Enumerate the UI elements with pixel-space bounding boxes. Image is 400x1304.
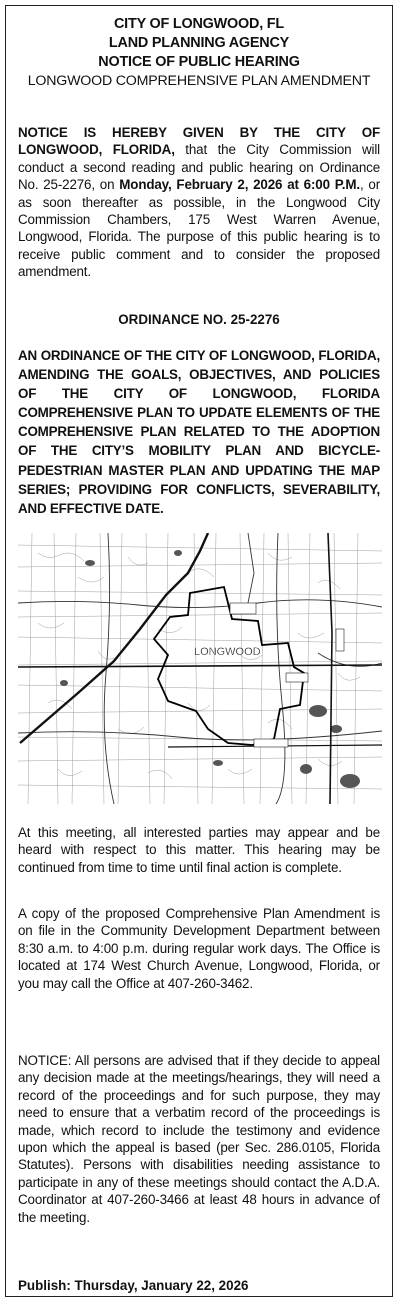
- header-city: CITY OF LONGWOOD, FL: [113, 16, 284, 32]
- notice-body: [18, 6, 381, 1293]
- header-notice-type: NOTICE OF PUBLIC HEARING: [98, 54, 300, 70]
- intro-lead: NOTICE IS HEREBY GIVEN BY THE CITY OF LONGWOOD, FLORIDA,: [18, 125, 380, 158]
- hearing-date: Monday, February 2, 2026 at 6:00 P.M.: [119, 177, 360, 193]
- legal-notice: [5, 5, 393, 1297]
- intro-paragraph: [18, 124, 380, 281]
- notice-header: [18, 15, 380, 91]
- intro-text-a: that the City Commission will conduct a second reading and public hearing on Ordinance No. 25-2276, on: [18, 142, 380, 193]
- city-map: [18, 533, 382, 804]
- header-subject: LONGWOOD COMPREHENSIVE PLAN AMENDMENT: [27, 73, 371, 89]
- ordinance-number: ORDINANCE NO. 25-2276: [118, 312, 280, 327]
- ada-notice-paragraph: NOTICE: All persons are advised that if they decide to appeal any decision made at the meetings/hearings, they will need a record of the proceedings and for such purpose, they may need to ensure that a verbatim record of the proceedings is made, which record to include the testimony and evidence upon which the appeal is based (per Sec. 286.0105, Florida Statutes). Persons with disabilities needing assistance to participate in any of these meetings should contact the A.D.A. Coordinator at 407-260-3466 at least 48 hours in advance of the meeting.: [18, 1053, 380, 1225]
- map-city-label: LONGWOOD: [194, 646, 261, 658]
- ordinance-caption: AN ORDINANCE OF THE CITY OF LONGWOOD, FLORIDA, AMENDING THE GOALS, OBJECTIVES, AND POLICIES OF THE CITY OF LONGWOOD, FLORIDA COMPREHENSIVE PLAN TO UPDATE ELEMENTS OF THE COMPREHENSIVE PLAN RELATED TO THE ADOPTION OF THE CITY’S MOBILITY PLAN AND BICYCLE-PEDESTRIAN MASTER PLAN AND UPDATING THE MAP SERIES; PROVIDING FOR CONFLICTS, SEVERABILITY, AND EFFECTIVE DATE.: [18, 348, 380, 516]
- copy-paragraph: A copy of the proposed Comprehensive Plan Amendment is on file in the Community Development Department between 8:30 a.m. to 4:00 p.m. during regular work days. The Office is located at 174 West Church Avenue, Longwood, Florida, or you may call the Office at 407-260-3462.: [18, 906, 380, 991]
- header-agency: LAND PLANNING AGENCY: [108, 35, 290, 51]
- intro-text-b: , or as soon thereafter as possible, in the Longwood City Commission Chambers, 175 West Warren Avenue, Longwood, Florida. The purpose of this public hearing is to receive public comment and to consider the proposed amendment.: [18, 177, 381, 280]
- meeting-paragraph: At this meeting, all interested parties may appear and be heard with respect to this matter. This hearing may be continued from time to time until final action is complete.: [18, 825, 380, 875]
- publish-date: Publish: Thursday, January 22, 2026: [18, 1278, 249, 1293]
